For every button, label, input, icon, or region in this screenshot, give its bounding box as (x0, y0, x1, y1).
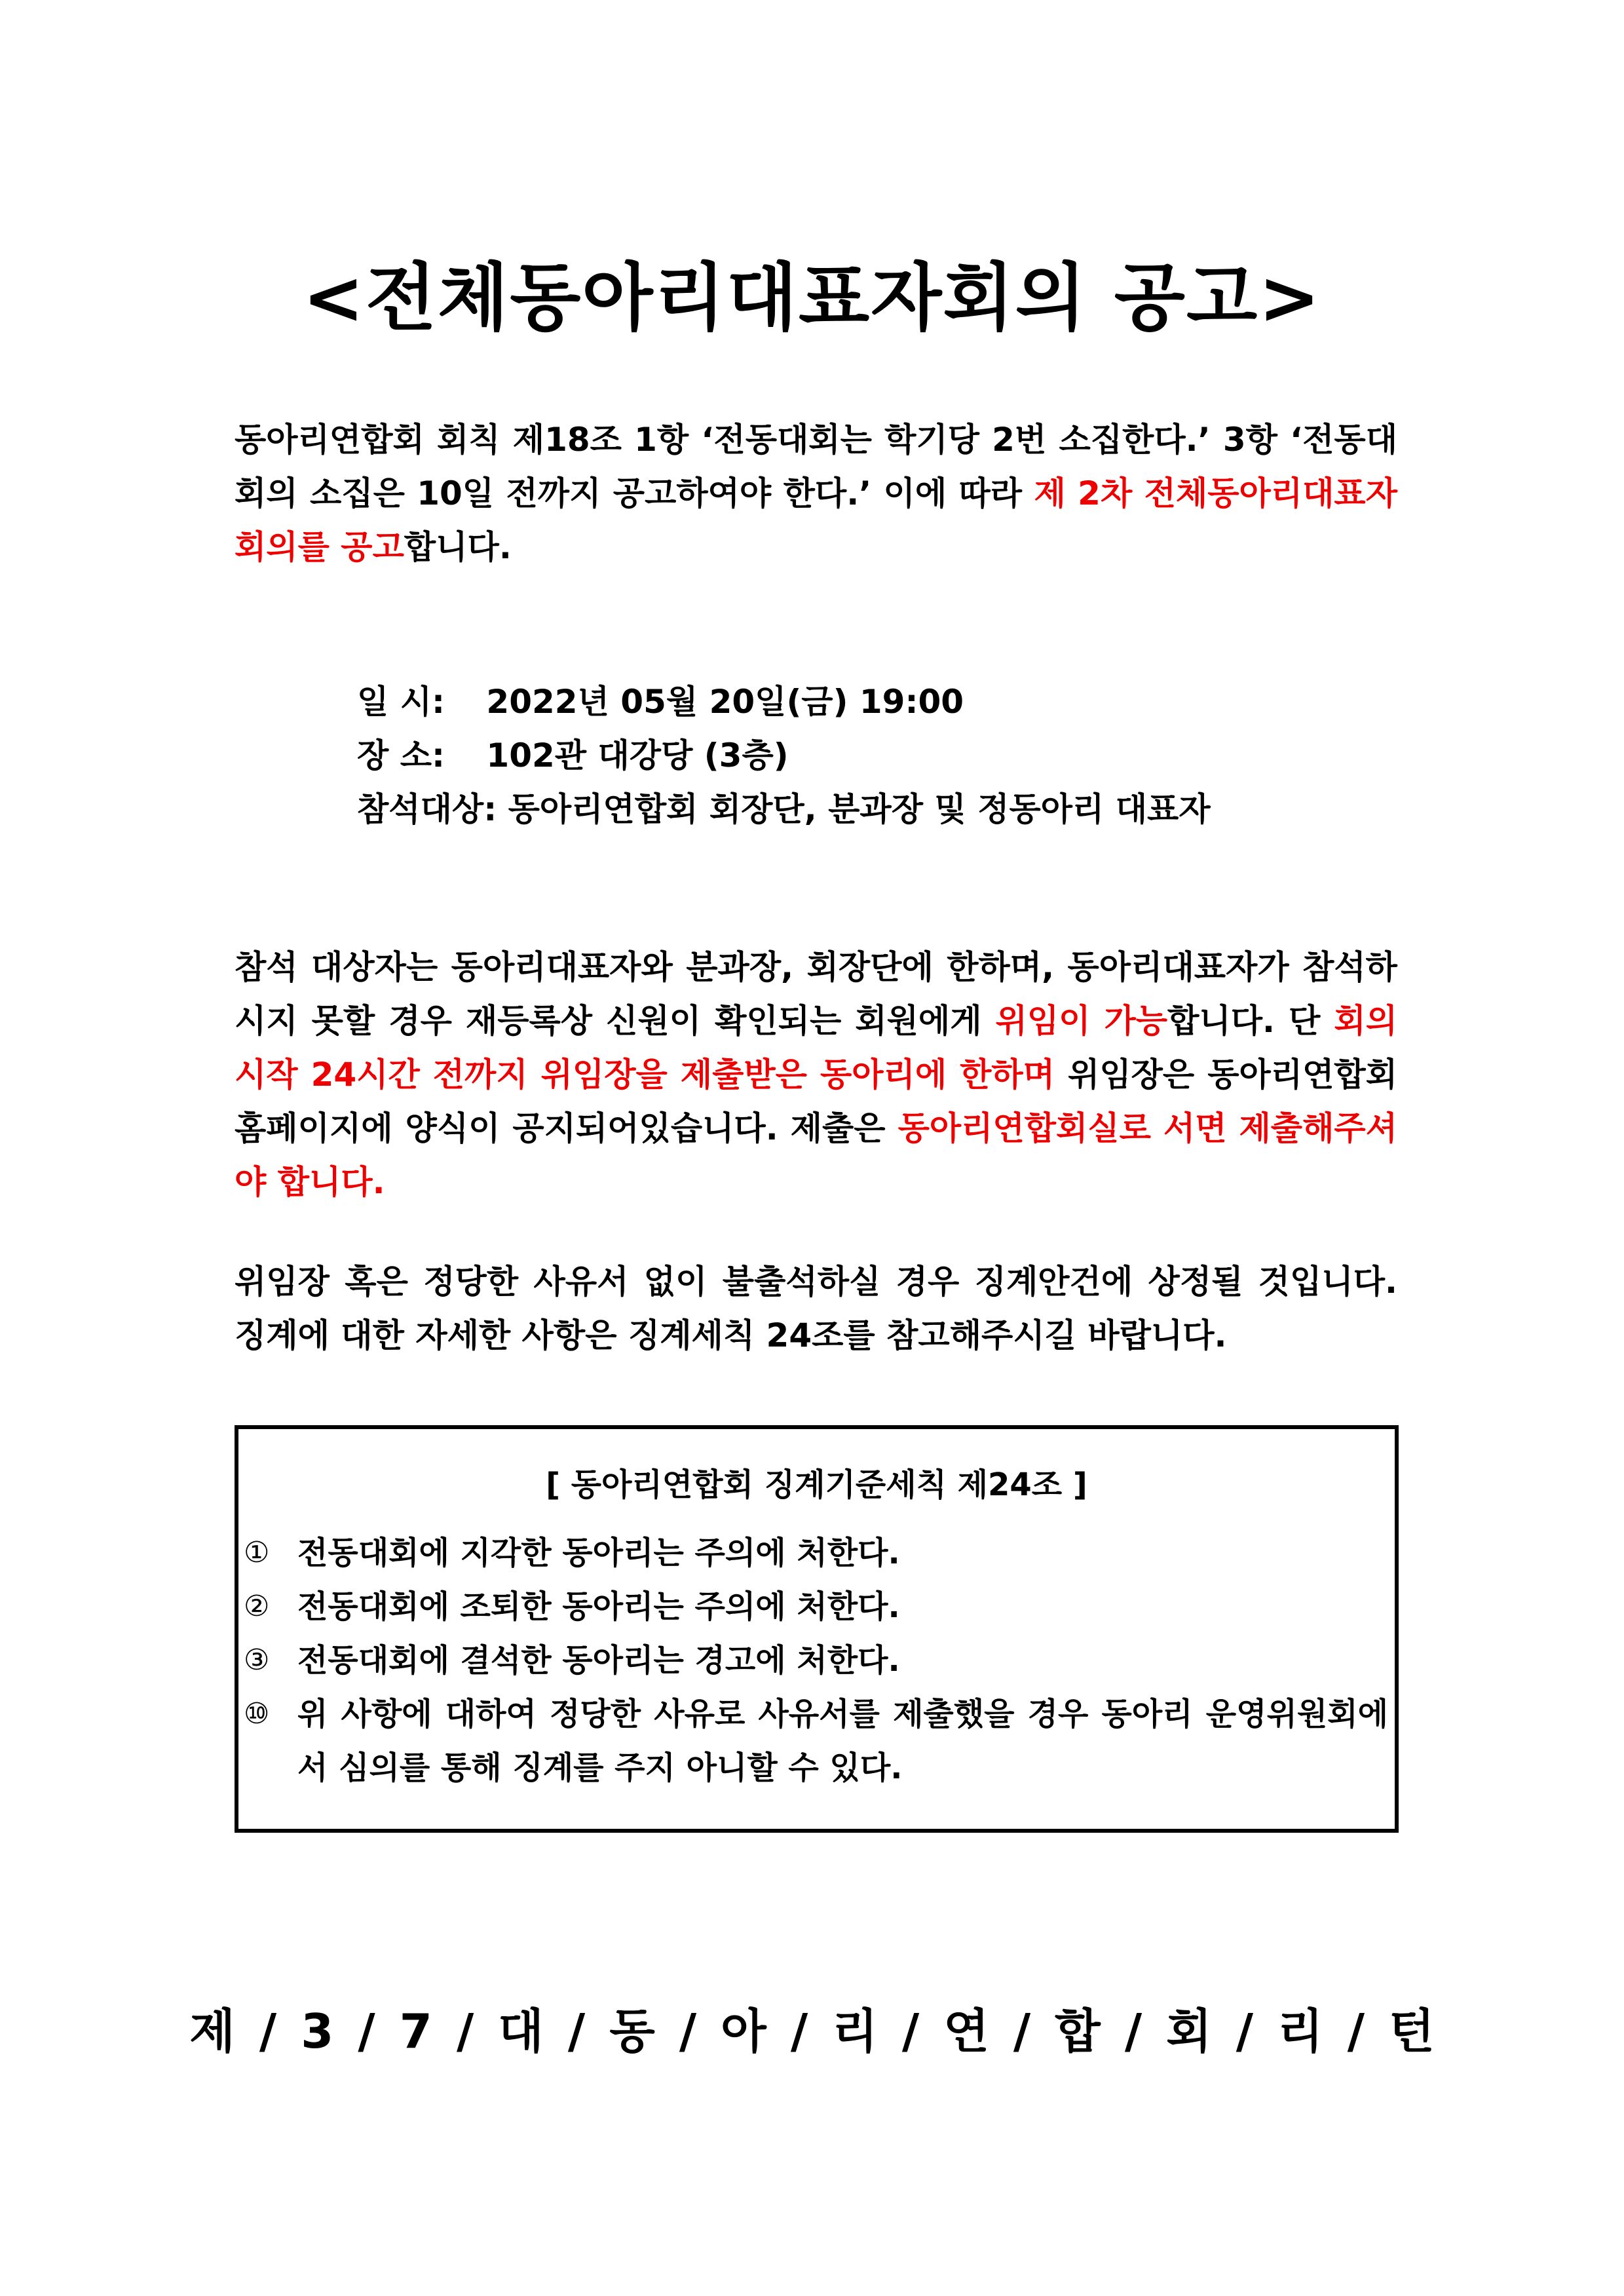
rule-number: ⑩ (244, 1697, 270, 1731)
attendance-text-1: 참석 대상자는 동아리대표자와 분과장, 회장단에 한하며, 동아리대표자가 참석하시지 못할 경우 재등록상 신원이 확인되는 회원에게 (235, 948, 1397, 1040)
meeting-details (357, 675, 1211, 836)
attendance-text-3: 위임장은 동아리연합회 홈페이지에 양식이 공지되어있습니다. 제출은 (235, 1056, 1397, 1147)
attendance-highlight-1: 위임이 가능 (995, 1002, 1168, 1040)
rule-number: ① (244, 1536, 270, 1569)
rule-text: 전동대회에 조퇴한 동아리는 주의에 처한다. (297, 1588, 900, 1625)
rule-item (244, 1580, 1388, 1634)
attendance-paragraph (235, 940, 1397, 1209)
rule-number: ③ (244, 1643, 270, 1677)
rules-box-title: [ 동아리연합회 징계기준세칙 제24조 ] (546, 1466, 1087, 1503)
intro-highlight: 제 2차 전체동아리대표자회의를 공고 (235, 474, 1398, 566)
rule-number: ② (244, 1590, 270, 1623)
detail-value: 2022년 05월 20일(금) 19:00 (486, 683, 964, 721)
attendance-text-2: 합니다. 단 (1167, 1002, 1334, 1040)
intro-paragraph (235, 413, 1397, 574)
detail-row-location (357, 729, 1211, 782)
discipline-paragraph: 위임장 혹은 정당한 사유서 없이 불출석하실 경우 징계안건에 상정될 것입니다. 징계에 대한 자세한 사항은 징계세칙 24조를 참고해주시길 바랍니다. (235, 1263, 1397, 1354)
rule-item (244, 1634, 1388, 1687)
detail-label: 장 소: (357, 737, 445, 775)
detail-value: 동아리연합회 회장단, 분과장 및 정동아리 대표자 (508, 790, 1211, 828)
page-title: <전체동아리대표자회의 공고> (303, 256, 1321, 341)
intro-text-1: 동아리연합회 회칙 제18조 1항 ‘전동대회는 학기당 2번 소집한다.’ 3항 ‘전동대회의 소집은 10일 전까지 공고하여야 한다.’ 이에 따라 (235, 421, 1397, 512)
rule-item (244, 1526, 1388, 1580)
attendance-highlight-3: 동아리연합회실로 서면 제출해주셔야 합니다. (235, 1109, 1397, 1201)
detail-label: 참석대상: (357, 790, 497, 828)
detail-row-datetime (357, 675, 1211, 729)
rule-text: 전동대회에 지각한 동아리는 주의에 처한다. (297, 1535, 900, 1571)
intro-text-2: 합니다. (404, 528, 512, 566)
detail-value: 102관 대강당 (3층) (486, 737, 789, 775)
attendance-highlight-2: 회의시작 24시간 전까지 위임장을 제출받은 동아리에 한하며 (235, 1002, 1397, 1094)
rule-item (244, 1687, 1388, 1795)
rule-text: 위 사항에 대하여 정당한 사유로 사유서를 제출했을 경우 동아리 운영위원회에서 심의를 통해 징계를 주지 아니할 수 있다. (297, 1696, 1388, 1786)
detail-row-attendees (357, 782, 1211, 836)
rule-text: 전동대회에 결석한 동아리는 경고에 처한다. (297, 1642, 900, 1679)
signature: 제 / 3 / 7 / 대 / 동 / 아 / 리 / 연 / 합 / 회 / 리 / 턴 (189, 2004, 1435, 2059)
rules-list (244, 1526, 1388, 1795)
detail-label: 일 시: (357, 683, 445, 721)
rules-box (235, 1425, 1399, 1833)
